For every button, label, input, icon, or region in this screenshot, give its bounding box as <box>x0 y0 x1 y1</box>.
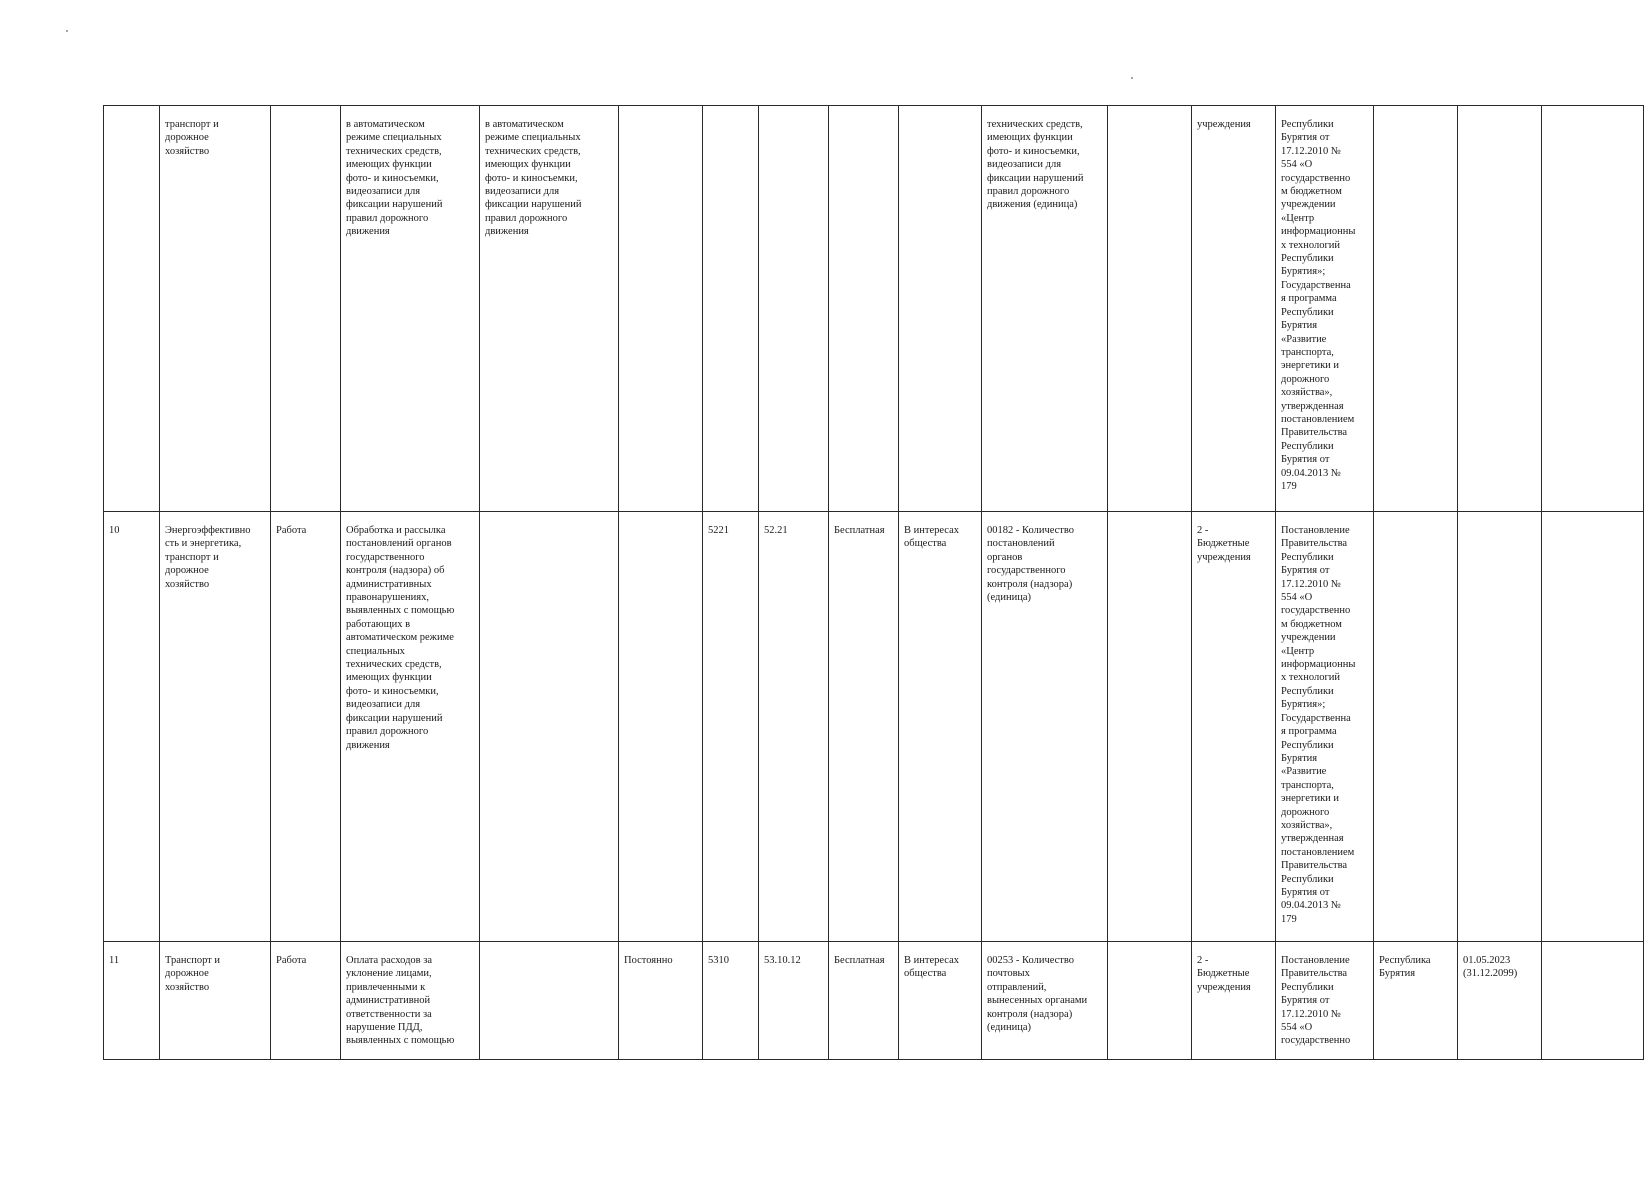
table-row <box>104 106 1644 512</box>
table-cell: 01.05.2023 (31.12.2099) <box>1458 942 1542 1060</box>
table-cell <box>1542 512 1644 942</box>
table-cell: Обработка и рассылка постановлений органов государственного контроля (надзора) об административных правонарушениях, выявленных с помощью работающих в автоматическом режиме специальных технических средств, имеющих функции фото- и киносъемки, видеозаписи для фиксации нарушений правил дорожного движения <box>341 512 480 942</box>
table-cell: Постановление Правительства Республики Бурятия от 17.12.2010 № 554 «О государственно <box>1276 942 1374 1060</box>
table-cell <box>271 106 341 512</box>
table-cell: 00182 - Количество постановлений органов государственного контроля (надзора) (единица) <box>982 512 1108 942</box>
table-cell: 5310 <box>703 942 759 1060</box>
table-cell <box>480 512 619 942</box>
table-cell: Работа <box>271 512 341 942</box>
table-cell: 2 - Бюджетные учреждения <box>1192 512 1276 942</box>
table-row <box>104 942 1644 1060</box>
table-cell <box>1108 512 1192 942</box>
table-cell <box>899 106 982 512</box>
table-cell: транспорт и дорожное хозяйство <box>160 106 271 512</box>
table-cell: 11 <box>104 942 160 1060</box>
table-cell <box>1458 512 1542 942</box>
table-body <box>104 106 1644 1060</box>
table-cell: 00253 - Количество почтовых отправлений, вынесенных органами контроля (надзора) (единица) <box>982 942 1108 1060</box>
table-cell: В интересах общества <box>899 512 982 942</box>
table-cell: Республики Бурятия от 17.12.2010 № 554 «О государственно м бюджетном учреждении «Центр информационны х технологий Республики Бурятия»; Государственна я программа Республики Бурятия «Развитие транспорта, энергетики и дорожного хозяйства», утвержденная постановлением Правительства Республики Бурятия от 09.04.2013 № 179 <box>1276 106 1374 512</box>
table-cell <box>480 942 619 1060</box>
table-cell: Республика Бурятия <box>1374 942 1458 1060</box>
table-cell <box>1542 942 1644 1060</box>
table-cell <box>1108 942 1192 1060</box>
table-cell: Оплата расходов за уклонение лицами, привлеченными к административной ответственности за нарушение ПДД, выявленных с помощью <box>341 942 480 1060</box>
table-cell <box>829 106 899 512</box>
table-cell <box>1374 106 1458 512</box>
table-cell: в автоматическом режиме специальных технических средств, имеющих функции фото- и киносъемки, видеозаписи для фиксации нарушений правил дорожного движения <box>341 106 480 512</box>
scan-speck <box>1131 77 1133 79</box>
table-cell <box>1108 106 1192 512</box>
table-cell: Работа <box>271 942 341 1060</box>
table-cell: 53.10.12 <box>759 942 829 1060</box>
table-cell <box>1542 106 1644 512</box>
table-cell <box>759 106 829 512</box>
table-cell: учреждения <box>1192 106 1276 512</box>
table-cell: 52.21 <box>759 512 829 942</box>
table-cell <box>619 106 703 512</box>
scan-speck <box>66 30 68 32</box>
table-cell: 5221 <box>703 512 759 942</box>
table-cell <box>703 106 759 512</box>
table-cell: 10 <box>104 512 160 942</box>
table-cell: в автоматическом режиме специальных технических средств, имеющих функции фото- и киносъемки, видеозаписи для фиксации нарушений правил дорожного движения <box>480 106 619 512</box>
table-cell: Бесплатная <box>829 512 899 942</box>
table-cell <box>1374 512 1458 942</box>
table-cell: В интересах общества <box>899 942 982 1060</box>
services-table <box>103 105 1644 1060</box>
table-cell <box>104 106 160 512</box>
table-cell <box>1458 106 1542 512</box>
table-cell <box>619 512 703 942</box>
table-cell: технических средств, имеющих функции фото- и киносъемки, видеозаписи для фиксации нарушений правил дорожного движения (единица) <box>982 106 1108 512</box>
table-cell: Транспорт и дорожное хозяйство <box>160 942 271 1060</box>
table-cell: Бесплатная <box>829 942 899 1060</box>
table-cell: 2 - Бюджетные учреждения <box>1192 942 1276 1060</box>
table-cell: Энергоэффективно сть и энергетика, транспорт и дорожное хозяйство <box>160 512 271 942</box>
table-row <box>104 512 1644 942</box>
table-cell: Постановление Правительства Республики Бурятия от 17.12.2010 № 554 «О государственно м бюджетном учреждении «Центр информационны х технологий Республики Бурятия»; Государственна я программа Республики Бурятия «Развитие транспорта, энергетики и дорожного хозяйства», утвержденная постановлением Правительства Республики Бурятия от 09.04.2013 № 179 <box>1276 512 1374 942</box>
table-cell: Постоянно <box>619 942 703 1060</box>
